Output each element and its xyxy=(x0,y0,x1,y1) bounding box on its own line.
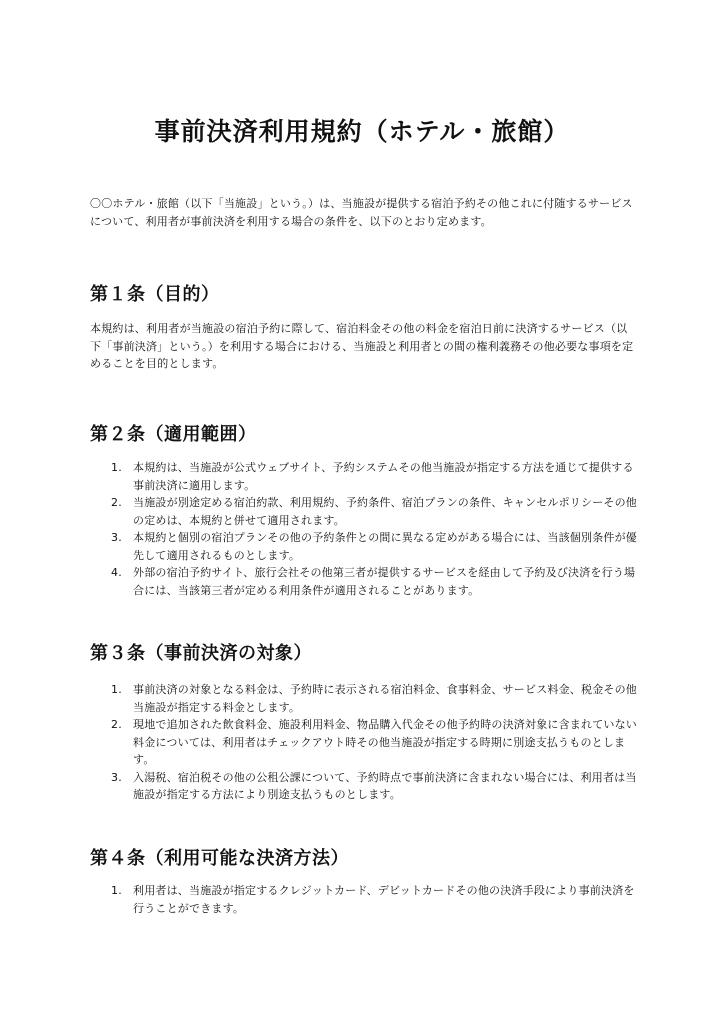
list-item-number: 4. xyxy=(111,566,122,579)
article-2-heading: 第２条（適用範囲） xyxy=(90,424,257,445)
intro-paragraph: 〇〇ホテル・旅館（以下「当施設」という。）は、当施設が提供する宿泊予約その他これに付随するサービスについて、利用者が事前決済を利用する場合の条件を、以下のとおり定めます。 xyxy=(90,197,633,228)
list-item-text: 本規約は、当施設が公式ウェブサイト、予約システムその他当施設が指定する方法を通じて提供する事前決済に適用します。 xyxy=(133,461,634,492)
list-item-number: 3. xyxy=(111,770,122,784)
document-title: 事前決済利用規約（ホテル・旅館） xyxy=(154,117,570,146)
list-item-text: 現地で追加された飲食料金、施設利用料金、物品購入代金その他予約時の決済対象に含まれていない料金については、利用者はチェックアウト時その他当施設が指定する時期に別途支払うものとします。 xyxy=(133,718,637,766)
list-item-text: 入湯税、宿泊税その他の公租公課について、予約時点で事前決済に含まれない場合には、利用者は当施設が指定する方法により別途支払うものとします。 xyxy=(133,770,637,801)
article-4-list xyxy=(111,882,638,917)
list-item xyxy=(111,769,638,804)
list-item-text: 本規約と個別の宿泊プランその他の予約条件との間に異なる定めがある場合には、当該個別条件が優先して適用されるものとします。 xyxy=(133,531,637,562)
list-item xyxy=(111,459,638,494)
list-item xyxy=(111,882,638,917)
article-3-heading: 第３条（事前決済の対象） xyxy=(90,643,312,664)
article-3-list xyxy=(111,681,638,804)
article-1-heading: 第１条（目的） xyxy=(90,284,220,305)
article-4-heading: 第４条（利用可能な決済方法） xyxy=(90,848,349,869)
list-item-number: 1. xyxy=(111,683,122,696)
list-item-number: 1. xyxy=(111,461,122,474)
list-item-number: 3. xyxy=(111,531,122,544)
list-item xyxy=(111,564,638,599)
list-item-number: 2. xyxy=(111,718,122,731)
list-item-text: 利用者は、当施設が指定するクレジットカード、デビットカードその他の決済手段により事前決済を行うことができます。 xyxy=(133,884,635,915)
list-item xyxy=(111,716,638,769)
list-item xyxy=(111,494,638,529)
list-item-text: 当施設が別途定める宿泊約款、利用規約、予約条件、宿泊プランの条件、キャンセルポリシーその他の定めは、本規約と併せて適用されます。 xyxy=(133,496,637,527)
list-item-number: 2. xyxy=(111,496,122,509)
article-2-list xyxy=(111,459,638,599)
list-item xyxy=(111,681,638,716)
article-1-body: 本規約は、利用者が当施設の宿泊予約に際して、宿泊料金その他の料金を宿泊日前に決済するサービス（以下「事前決済」という。）を利用する場合における、当施設と利用者との間の権利義務その他必要な事項を定めることを目的とします。 xyxy=(90,322,634,370)
list-item-text: 外部の宿泊予約サイト、旅行会社その他第三者が提供するサービスを経由して予約及び決済を行う場合には、当該第三者が定める利用条件が適用されることがあります。 xyxy=(133,566,636,597)
list-item-text: 事前決済の対象となる料金は、予約時に表示される宿泊料金、食事料金、サービス料金、税金その他当施設が指定する料金とします。 xyxy=(133,683,637,714)
list-item xyxy=(111,529,638,564)
list-item-number: 1. xyxy=(111,884,122,897)
